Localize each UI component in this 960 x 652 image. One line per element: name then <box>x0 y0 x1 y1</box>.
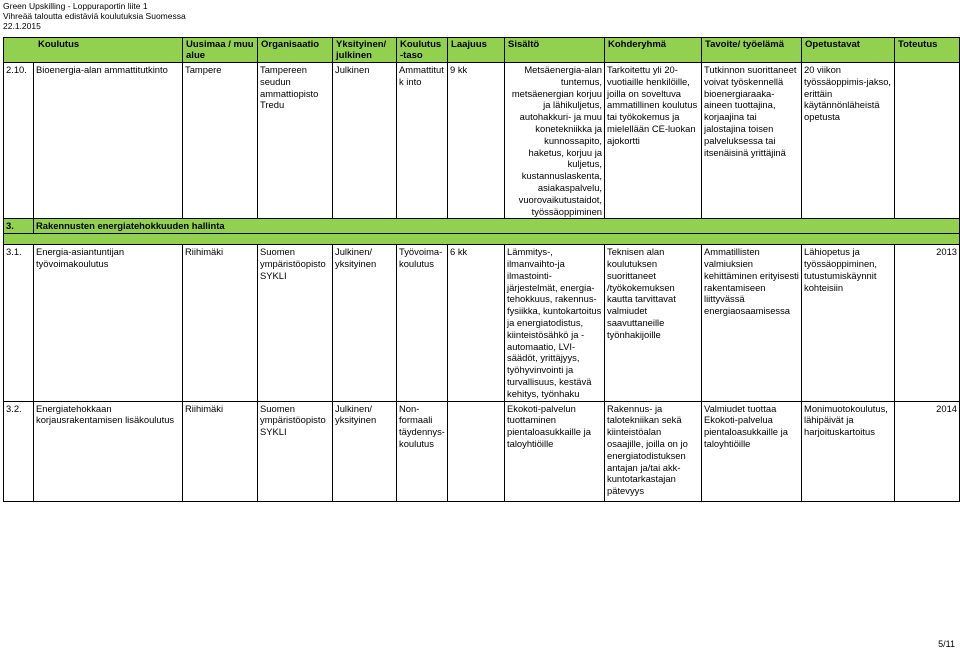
cell-tavoite: Ammatillisten valmiuksien kehittäminen erityisesti rakentamiseen liittyvässä energiaosaamisessa <box>702 245 802 401</box>
cell-opetustavat: Monimuotokoulutus, lähipäivät ja harjoituskartoitus <box>802 401 895 501</box>
cell-yksityinen: Julkinen/ yksityinen <box>333 401 397 501</box>
cell-laajuus: 9 kk <box>448 63 505 219</box>
cell-organisaatio: Tampereen seudun ammattiopisto Tredu <box>258 63 333 219</box>
cell-kohderyhma: Rakennus- ja talotekniikan sekä kiinteistöalan osaajille, joilla on jo energiatodistuksen antajan ja/tai akk-kuntotarkastajan pätevyys <box>605 401 702 501</box>
cell-tavoite: Tutkinnon suorittaneet voivat työskennellä bioenergiaraaka-aineen tuottajina, korjaajina tai jalostajina toisen palveluksessa tai itsenäisinä yrittäjinä <box>702 63 802 219</box>
cell-alue: Riihimäki <box>183 245 258 401</box>
row-number: 2.10. <box>4 63 34 219</box>
section-title: Rakennusten energiatehokkuuden hallinta <box>34 219 960 234</box>
cell-koulutus: Bioenergia-alan ammattitutkinto <box>34 63 183 219</box>
table-row <box>4 63 960 219</box>
col-taso: Koulutus-taso <box>397 38 448 63</box>
cell-opetustavat: 20 viikon työssäoppimis-jakso, erittäin käytännönläheistä opetusta <box>802 63 895 219</box>
col-sisalto: Sisältö <box>505 38 605 63</box>
cell-alue: Riihimäki <box>183 401 258 501</box>
table-row <box>4 401 960 501</box>
header-line-3: 22.1.2015 <box>3 21 41 31</box>
cell-yksityinen: Julkinen/ yksityinen <box>333 245 397 401</box>
row-number: 3.2. <box>4 401 34 501</box>
cell-kohderyhma: Teknisen alan koulutuksen suorittaneet /työkokemuksen kautta tarvittavat valmiudet saavuttaneille työnhakijoille <box>605 245 702 401</box>
cell-sisalto: Ekokoti-palvelun tuottaminen pientaloasukkaille ja taloyhtiöille <box>505 401 605 501</box>
section-number: 3. <box>4 219 34 234</box>
section-spacer <box>4 234 960 245</box>
section-header-row <box>4 219 960 234</box>
cell-koulutus: Energiatehokkaan korjausrakentamisen lisäkoulutus <box>34 401 183 501</box>
cell-toteutus: 2013 <box>895 245 960 401</box>
cell-toteutus: 2014 <box>895 401 960 501</box>
col-opetustavat: Opetustavat <box>802 38 895 63</box>
header-line-1: Green Upskilling - Loppuraportin liite 1 <box>3 1 148 11</box>
cell-alue: Tampere <box>183 63 258 219</box>
cell-tavoite: Valmiudet tuottaa Ekokoti-palvelua pientaloasukkaille ja taloyhtiöille <box>702 401 802 501</box>
table-row <box>4 245 960 401</box>
cell-laajuus <box>448 401 505 501</box>
cell-taso: Työvoima-koulutus <box>397 245 448 401</box>
document-header <box>3 1 186 31</box>
col-organisaatio: Organisaatio <box>258 38 333 63</box>
cell-taso: Non-formaali täydennys-koulutus <box>397 401 448 501</box>
cell-sisalto: Lämmitys-, ilmanvaihto-ja ilmastointi-järjestelmät, energia-tehokkuus, rakennus-fysiikka, kuntokartoitus ja energiatodistus, kiinteistösähkö ja -automaatio, LVI-säädöt, yrittäjyys, työhyvinvointi ja turvallisuus, kestävä kehitys, työnhaku <box>505 245 605 401</box>
col-laajuus: Laajuus <box>448 38 505 63</box>
header-line-2: Vihreää taloutta edistäviä koulutuksia Suomessa <box>3 11 186 21</box>
training-table <box>3 37 960 502</box>
col-toteutus: Toteutus <box>895 38 960 63</box>
cell-organisaatio: Suomen ympäristöopisto SYKLI <box>258 401 333 501</box>
col-uusimaa: Uusimaa / muu alue <box>183 38 258 63</box>
row-number: 3.1. <box>4 245 34 401</box>
col-tavoite: Tavoite/ työelämä <box>702 38 802 63</box>
table-header-row <box>4 38 960 63</box>
cell-yksityinen: Julkinen <box>333 63 397 219</box>
cell-koulutus: Energia-asiantuntijan työvoimakoulutus <box>34 245 183 401</box>
col-yksityinen: Yksityinen/ julkinen <box>333 38 397 63</box>
col-koulutus: Koulutus <box>4 38 183 63</box>
cell-taso: Ammattitutk into <box>397 63 448 219</box>
page-number: 5/11 <box>938 639 955 649</box>
cell-opetustavat: Lähiopetus ja työssäoppiminen, tutustumiskäynnit kohteisiin <box>802 245 895 401</box>
cell-kohderyhma: Tarkoitettu yli 20-vuotiaille henkilöille, joilla on soveltuva ammatillinen koulutus tai työkokemus ja mielellään CE-luokan ajokortti <box>605 63 702 219</box>
cell-toteutus <box>895 63 960 219</box>
cell-sisalto: Metsäenergia-alan tuntemus, metsäenergian korjuu ja lähikuljetus, autohakkuri- ja muu konetekniikka ja kunnossapito, haketus, korjuu ja kuljetus, kustannuslaskenta, asiakaspalvelu, vuorovaikutustaidot, työssäoppiminen <box>505 63 605 219</box>
cell-organisaatio: Suomen ympäristöopisto SYKLI <box>258 245 333 401</box>
cell-laajuus: 6 kk <box>448 245 505 401</box>
col-kohderyhma: Kohderyhmä <box>605 38 702 63</box>
